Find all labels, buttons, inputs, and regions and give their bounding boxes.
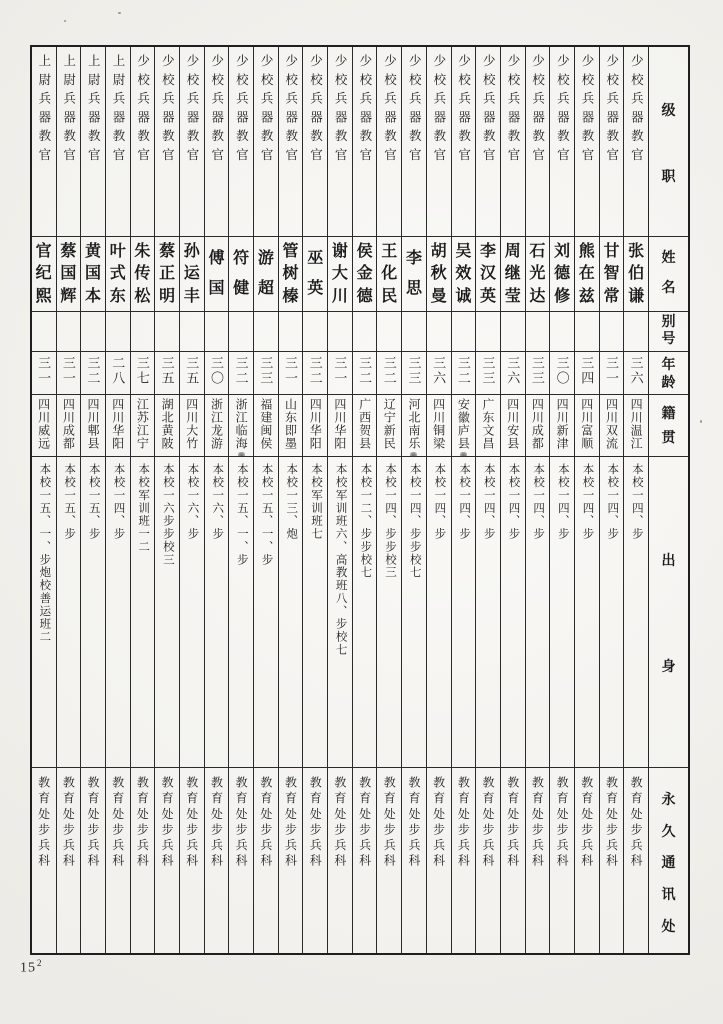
name-cell: 巫 英: [303, 237, 327, 312]
name-cell: 侯 金 德: [353, 237, 377, 312]
alias-cell: [624, 312, 648, 352]
background-cell: 本校一四、步: [501, 457, 525, 768]
rank-cell: 上尉兵器教官: [32, 47, 56, 237]
origin-cell: 四川大竹: [180, 395, 204, 457]
origin-cell: 四川威远: [32, 395, 56, 457]
origin-cell: 四川郫县: [81, 395, 105, 457]
rank-cell: 少校兵器教官: [229, 47, 253, 237]
alias-cell: [131, 312, 155, 352]
age-cell: 三一: [57, 352, 81, 395]
person-column: [228, 47, 253, 953]
age-cell: 三二: [377, 352, 401, 395]
person-column: [80, 47, 105, 953]
scan-speck: [700, 420, 702, 423]
person-column: [352, 47, 377, 953]
rank-cell: 少校兵器教官: [427, 47, 451, 237]
person-column: [179, 47, 204, 953]
header-age: 年 龄: [649, 352, 688, 395]
age-cell: 三一: [600, 352, 624, 395]
person-column: [253, 47, 278, 953]
contact-cell: 教育处步兵科: [61, 776, 76, 870]
background-cell: 本校一五、步: [81, 457, 105, 768]
background-cell: 本校一二、步步校七: [353, 457, 377, 768]
background-cell: 本校一五、步: [57, 457, 81, 768]
alias-cell: [32, 312, 56, 352]
origin-cell: 四川华阳: [303, 395, 327, 457]
contact-cell: 教育处步兵科: [505, 776, 520, 870]
person-column: [302, 47, 327, 953]
name-cell: 傅 国: [205, 237, 229, 312]
contact-cell: 教育处步兵科: [283, 776, 298, 870]
header-name: 姓 名: [649, 237, 688, 312]
rank-cell: 少校兵器教官: [600, 47, 624, 237]
name-cell: 周 继 莹: [501, 237, 525, 312]
alias-cell: [254, 312, 278, 352]
origin-cell: 山东即墨: [279, 395, 303, 457]
rank-cell: 少校兵器教官: [575, 47, 599, 237]
age-cell: 三一: [328, 352, 352, 395]
person-column: [401, 47, 426, 953]
rank-cell: 少校兵器教官: [180, 47, 204, 237]
name-cell: 熊 在 兹: [575, 237, 599, 312]
rank-cell: 上尉兵器教官: [106, 47, 130, 237]
contact-cell: 教育处步兵科: [579, 776, 594, 870]
contact-cell: 教育处步兵科: [406, 776, 421, 870]
age-cell: 三五: [180, 352, 204, 395]
person-column: [500, 47, 525, 953]
contact-cell: 教育处步兵科: [332, 776, 347, 870]
contact-cell: 教育处步兵科: [135, 776, 150, 870]
alias-cell: [575, 312, 599, 352]
age-cell: 三三: [476, 352, 500, 395]
contact-cell: 教育处步兵科: [209, 776, 224, 870]
page-number-main: 15: [20, 960, 36, 976]
rank-cell: 少校兵器教官: [550, 47, 574, 237]
contact-cell: 教育处步兵科: [382, 776, 397, 870]
person-column: [278, 47, 303, 953]
age-cell: 二八: [106, 352, 130, 395]
name-cell: 张 伯 谦: [624, 237, 648, 312]
age-cell: 三七: [131, 352, 155, 395]
background-cell: 本校一四、步: [624, 457, 648, 768]
header-column: [648, 47, 688, 953]
scan-speck: [118, 12, 121, 14]
rank-cell: 少校兵器教官: [131, 47, 155, 237]
alias-cell: [328, 312, 352, 352]
rank-cell: 少校兵器教官: [328, 47, 352, 237]
page-number-superscript: 2: [37, 958, 43, 968]
name-cell: 李 汉 英: [476, 237, 500, 312]
contact-cell: 教育处步兵科: [555, 776, 570, 870]
background-cell: 本校军训班七: [303, 457, 327, 768]
age-cell: 三一: [32, 352, 56, 395]
contact-cell: 教育处步兵科: [86, 776, 101, 870]
contact-cell: 教育处步兵科: [456, 776, 471, 870]
alias-cell: [180, 312, 204, 352]
contact-cell: 教育处步兵科: [36, 776, 51, 870]
age-cell: 三〇: [205, 352, 229, 395]
age-cell: 三〇: [550, 352, 574, 395]
rank-cell: 少校兵器教官: [155, 47, 179, 237]
alias-cell: [57, 312, 81, 352]
rank-cell: 少校兵器教官: [452, 47, 476, 237]
age-cell: 三二: [81, 352, 105, 395]
rank-cell: 少校兵器教官: [377, 47, 401, 237]
age-cell: 三二: [353, 352, 377, 395]
background-cell: 本校一四、步: [427, 457, 451, 768]
origin-cell: 浙江临海: [229, 395, 253, 457]
background-cell: 本校一六步步校三: [155, 457, 179, 768]
age-cell: 三六: [427, 352, 451, 395]
origin-cell: 广东文昌: [476, 395, 500, 457]
age-cell: 三三: [402, 352, 426, 395]
rank-cell: 少校兵器教官: [254, 47, 278, 237]
person-column: [130, 47, 155, 953]
background-cell: 本校一四、步: [526, 457, 550, 768]
rank-cell: 上尉兵器教官: [81, 47, 105, 237]
name-cell: 胡 秋 曼: [427, 237, 451, 312]
contact-cell: 教育处步兵科: [184, 776, 199, 870]
origin-cell: 四川温江: [624, 395, 648, 457]
rank-cell: 少校兵器教官: [303, 47, 327, 237]
name-cell: 李 思: [402, 237, 426, 312]
background-cell: 本校一三、炮: [279, 457, 303, 768]
age-cell: 三四: [575, 352, 599, 395]
person-column: [623, 47, 648, 953]
contact-cell: 教育处步兵科: [110, 776, 125, 870]
rank-cell: 少校兵器教官: [501, 47, 525, 237]
origin-cell: 四川双流: [600, 395, 624, 457]
contact-cell: 教育处步兵科: [258, 776, 273, 870]
name-cell: 官 纪 熙: [32, 237, 56, 312]
background-cell: 本校一六、步: [180, 457, 204, 768]
name-cell: 谢 大 川: [328, 237, 352, 312]
alias-cell: [106, 312, 130, 352]
alias-cell: [229, 312, 253, 352]
name-cell: 吴 效 诚: [452, 237, 476, 312]
background-cell: 本校一四、步步校七: [402, 457, 426, 768]
background-cell: 本校一五、一、步: [254, 457, 278, 768]
origin-cell: 四川成都: [526, 395, 550, 457]
background-cell: 本校一四、步: [550, 457, 574, 768]
alias-cell: [205, 312, 229, 352]
contact-cell: 教育处步兵科: [629, 776, 644, 870]
alias-cell: [279, 312, 303, 352]
background-cell: 本校一五、一、步: [229, 457, 253, 768]
age-cell: 三六: [501, 352, 525, 395]
origin-cell: 辽宁新民: [377, 395, 401, 457]
name-cell: 孙 运 丰: [180, 237, 204, 312]
alias-cell: [155, 312, 179, 352]
header-rank: 级 职: [649, 47, 688, 237]
origin-cell: 四川华阳: [106, 395, 130, 457]
age-cell: 三五: [155, 352, 179, 395]
age-cell: 三二: [229, 352, 253, 395]
origin-cell: 江苏江宁: [131, 395, 155, 457]
header-contact: 永 久 通 讯 处: [661, 792, 676, 936]
background-cell: 本校一四、步: [476, 457, 500, 768]
person-column: [204, 47, 229, 953]
background-cell: 本校军训班六、高教班八、步校七: [328, 457, 352, 768]
alias-cell: [501, 312, 525, 352]
person-column: [56, 47, 81, 953]
alias-cell: [427, 312, 451, 352]
age-cell: 三三: [526, 352, 550, 395]
rank-cell: 少校兵器教官: [476, 47, 500, 237]
person-column: [426, 47, 451, 953]
origin-cell: 浙江龙游: [205, 395, 229, 457]
alias-cell: [476, 312, 500, 352]
alias-cell: [353, 312, 377, 352]
background-cell: 本校一四、步: [600, 457, 624, 768]
contact-cell: 教育处步兵科: [357, 776, 372, 870]
name-cell: 刘 德 修: [550, 237, 574, 312]
contact-cell: 教育处步兵科: [234, 776, 249, 870]
age-cell: 三三: [254, 352, 278, 395]
origin-cell: 四川富顺: [575, 395, 599, 457]
person-column: [327, 47, 352, 953]
background-cell: 本校一五、一、步炮校善运班二: [32, 457, 56, 768]
rank-cell: 上尉兵器教官: [57, 47, 81, 237]
background-cell: 本校一四、步步校三: [377, 457, 401, 768]
person-column: [376, 47, 401, 953]
header-background: 出 身: [649, 457, 688, 768]
contact-cell: 教育处步兵科: [431, 776, 446, 870]
contact-cell: 教育处步兵科: [160, 776, 175, 870]
person-column: [549, 47, 574, 953]
name-cell: 游 超: [254, 237, 278, 312]
name-cell: 甘 智 常: [600, 237, 624, 312]
age-cell: 三二: [303, 352, 327, 395]
contact-cell: 教育处步兵科: [481, 776, 496, 870]
header-origin: 籍 贯: [649, 395, 688, 457]
alias-cell: [377, 312, 401, 352]
name-cell: 石 光 达: [526, 237, 550, 312]
name-cell: 管 树 榛: [279, 237, 303, 312]
rank-cell: 少校兵器教官: [353, 47, 377, 237]
person-column: [574, 47, 599, 953]
person-column: [599, 47, 624, 953]
name-cell: 黄 国 本: [81, 237, 105, 312]
background-cell: 本校一四、步: [106, 457, 130, 768]
rank-cell: 少校兵器教官: [402, 47, 426, 237]
scan-speck: [64, 20, 66, 22]
person-column: [32, 47, 56, 953]
name-cell: 蔡 正 明: [155, 237, 179, 312]
background-cell: 本校军训班一二: [131, 457, 155, 768]
origin-cell: 四川华阳: [328, 395, 352, 457]
background-cell: 本校一四、步: [452, 457, 476, 768]
name-cell: 蔡 国 辉: [57, 237, 81, 312]
origin-cell: 四川铜梁: [427, 395, 451, 457]
person-column: [451, 47, 476, 953]
person-column: [154, 47, 179, 953]
rank-cell: 少校兵器教官: [279, 47, 303, 237]
name-cell: 符 健: [229, 237, 253, 312]
origin-cell: 福建闽侯: [254, 395, 278, 457]
alias-cell: [526, 312, 550, 352]
origin-cell: 广西贺县: [353, 395, 377, 457]
alias-cell: [550, 312, 574, 352]
origin-cell: 河北南乐: [402, 395, 426, 457]
origin-cell: 四川新津: [550, 395, 574, 457]
origin-cell: 安徽庐县: [452, 395, 476, 457]
contact-cell: 教育处步兵科: [530, 776, 545, 870]
name-cell: 朱 传 松: [131, 237, 155, 312]
page-number: [20, 958, 43, 977]
alias-cell: [600, 312, 624, 352]
alias-cell: [303, 312, 327, 352]
person-column: [525, 47, 550, 953]
background-cell: 本校一四、步: [575, 457, 599, 768]
name-cell: 王 化 民: [377, 237, 401, 312]
name-cell: 叶 式 东: [106, 237, 130, 312]
origin-cell: 四川成都: [57, 395, 81, 457]
alias-cell: [452, 312, 476, 352]
origin-cell: 四川安县: [501, 395, 525, 457]
alias-cell: [81, 312, 105, 352]
background-cell: 本校一六、步: [205, 457, 229, 768]
rank-cell: 少校兵器教官: [624, 47, 648, 237]
rank-cell: 少校兵器教官: [526, 47, 550, 237]
age-cell: 三一: [279, 352, 303, 395]
age-cell: 三二: [452, 352, 476, 395]
age-cell: 三六: [624, 352, 648, 395]
origin-cell: 湖北黄陂: [155, 395, 179, 457]
header-alias: 别 号: [649, 312, 688, 352]
contact-cell: 教育处步兵科: [308, 776, 323, 870]
rank-cell: 少校兵器教官: [205, 47, 229, 237]
alias-cell: [402, 312, 426, 352]
personnel-table: [30, 45, 690, 955]
contact-cell: 教育处步兵科: [604, 776, 619, 870]
person-column: [475, 47, 500, 953]
person-columns: [32, 47, 648, 953]
person-column: [105, 47, 130, 953]
